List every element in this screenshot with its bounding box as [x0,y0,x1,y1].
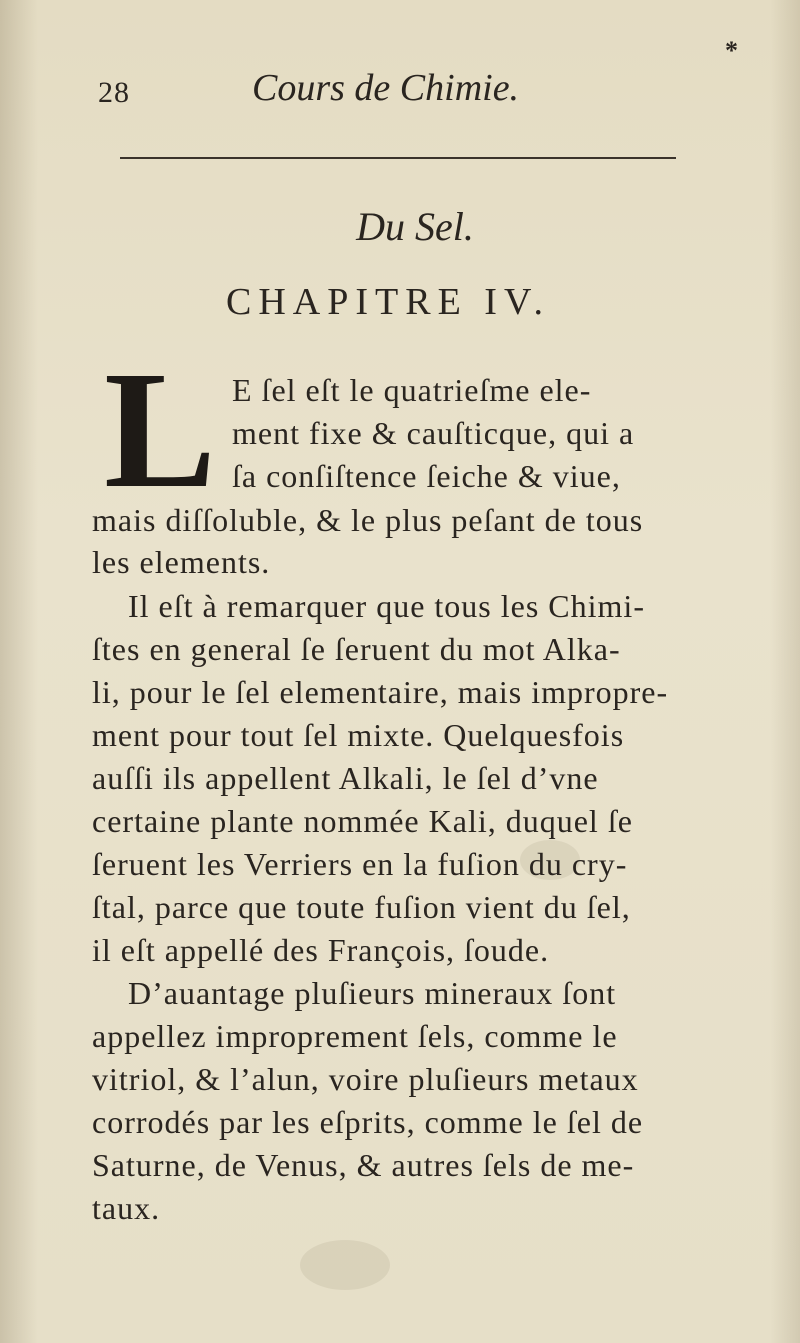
running-title: Cours de Chimie. [252,67,520,109]
text-line: ſtes en general ſe ſeruent du mot Alka- [92,631,621,667]
paper-stain [300,1240,390,1290]
text-line: D’auantage pluſieurs mineraux ſont [128,975,617,1011]
text-line: taux. [92,1190,161,1226]
text-line: les elements. [92,544,271,580]
drop-cap: L [104,337,217,523]
corner-mark: * [725,36,738,65]
header-rule [120,157,676,159]
text-line: ſtal, parce que toute fuſion vient du ſel, [92,889,631,925]
page-number: 28 [98,76,130,109]
text-line: li, pour le ſel elementaire, mais impropre- [92,674,669,710]
text-line: ſa conſiſtence ſeiche & viue, [232,458,621,494]
text-line: il eſt appellé des François, ſoude. [92,932,550,968]
text-line: vitriol, & l’alun, voire pluſieurs metaux [92,1061,639,1097]
text-line: appellez improprement ſels, comme le [92,1018,618,1054]
text-line: ſeruent les Verriers en la fuſion du cry- [92,846,628,882]
chapter-heading: CHAPITRE IV. [226,281,550,323]
text-line: mais diſſoluble, & le plus peſant de tous [92,502,644,538]
text-line: Il eſt à remarquer que tous les Chimi- [128,588,645,624]
text-line: certaine plante nommée Kali, duquel ſe [92,803,633,839]
text-line: corrodés par les eſprits, comme le ſel de [92,1104,644,1140]
section-title: Du Sel. [356,204,474,249]
text-line: ment pour tout ſel mixte. Quelquesfois [92,717,625,753]
text-line: E ſel eſt le quatrieſme ele- [232,372,592,408]
text-line: auſſi ils appellent Alkali, le ſel d’vne [92,760,599,796]
text-line: ment fixe & cauſticque, qui a [232,415,635,451]
text-line: Saturne, de Venus, & autres ſels de me- [92,1147,635,1183]
